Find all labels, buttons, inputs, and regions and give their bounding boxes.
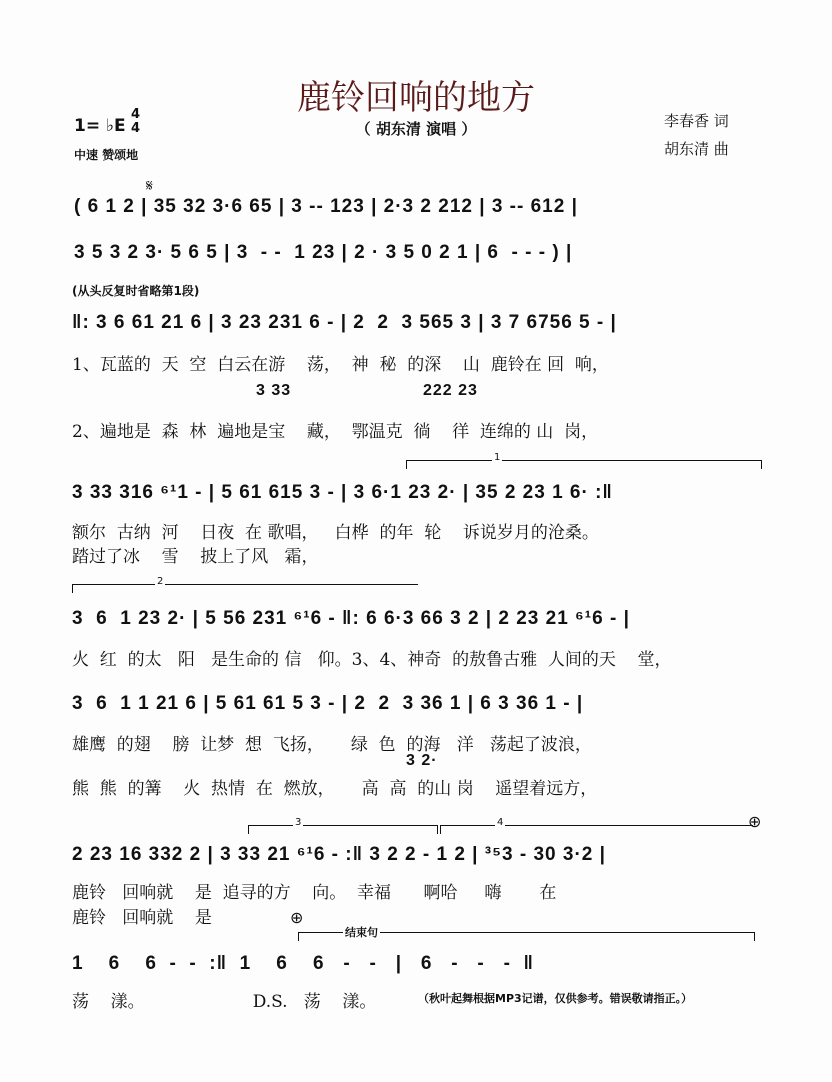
time-bottom: 4 xyxy=(131,121,141,136)
notation-row-7: 2 23 16 332 2 | 3 33 21 ⁶¹6 - :‖ 3 2 2 - 1 2 | ³⁵3 - 30 3·2 | xyxy=(72,844,606,865)
alt-notes-c: 3 2· xyxy=(406,752,438,769)
lyrics-verse-1: 1、瓦蓝的 天 空 白云在游 荡， 神 秘 的深 山 鹿铃在 回 响， xyxy=(72,355,609,375)
notation-row-3: ‖: 3 6 61 21 6 | 3 23 231 6 - | 2 2 3 565 3 | 3 7 6756 5 - | xyxy=(72,312,617,333)
volta-3 xyxy=(248,817,438,834)
lyrics-verse-2: 2、遍地是 森 林 遍地是宝 藏， 鄂温克 徜 徉 连绵的 山 岗， xyxy=(72,422,599,442)
segno-icon: 𝄋 xyxy=(146,176,153,195)
performer: （ 胡东清 演唱 ） xyxy=(355,120,477,138)
lyrics-row-8: 荡 漾。 D.S. 荡 漾。 xyxy=(72,992,377,1012)
composer: 胡东清 曲 xyxy=(664,140,729,158)
volta-1 xyxy=(406,452,762,469)
lyrics-row-4a: 额尔 古纳 河 日夜 在 歌唱， 白桦 的年 轮 诉说岁月的沧桑。 xyxy=(72,523,599,543)
song-title: 鹿铃回响的地方 xyxy=(297,78,535,118)
lyrics-row-7b: 鹿铃 回响就 是 xyxy=(72,908,212,928)
coda-icon: ⊕ xyxy=(290,908,304,927)
coda-icon: ⊕ xyxy=(748,812,762,831)
repeat-note: (从头反复时省略第1段) xyxy=(72,284,200,298)
volta-number: 4 xyxy=(497,817,504,828)
alt-notes-b: 222 23 xyxy=(423,382,478,399)
notation-row-8: 1 6 6 - - :‖ 1 6 6 - - | 6 - - - ‖ xyxy=(72,953,534,974)
footnote: （秋叶起舞根据MP3记谱，仅供参考。错误敬请指正。） xyxy=(418,992,693,1005)
notation-row-4: 3 33 316 ⁶¹1 - | 5 61 615 3 - | 3 6·1 23 2· | 35 2 23 1 6· :‖ xyxy=(72,482,613,503)
lyrics-row-6a: 雄鹰 的翅 膀 让梦 想 飞扬， 绿 色 的海 洋 荡起了波浪， xyxy=(72,735,592,755)
volta-number: 2 xyxy=(157,576,164,587)
volta-number: 3 xyxy=(295,817,302,828)
lyrics-row-4b: 踏过了冰 雪 披上了风 霜， xyxy=(72,547,319,567)
ending-bracket xyxy=(298,926,755,941)
ending-label: 结束句 xyxy=(345,926,378,939)
lyrics-row-5: 火 红 的太 阳 是生命的 信 仰。3、4、神奇 的敖鲁古雅 人间的天 堂， xyxy=(72,650,672,670)
lyricist: 李春香 词 xyxy=(664,112,729,130)
key-signature: 1= ♭E xyxy=(74,116,126,136)
alt-notes-a: 3 33 xyxy=(256,382,292,399)
notation-row-5: 3 6 1 23 2· | 5 56 231 ⁶¹6 - ‖: 6 6·3 66 3 2 | 2 23 21 ⁶¹6 - | xyxy=(72,608,630,629)
notation-row-2: 3 5 3 2 3· 5 6 5 | 3 - - 1 23 | 2 · 3 5 0 2 1 | 6 - - - ) | xyxy=(74,242,573,263)
time-top: 4 xyxy=(131,107,141,122)
volta-number: 1 xyxy=(494,452,501,463)
time-signature xyxy=(131,108,140,136)
notation-row-6: 3 6 1 1 21 6 | 5 61 61 5 3 - | 2 2 3 36 1 | 6 3 36 1 - | xyxy=(72,693,584,714)
tempo-marking: 中速 赞颂地 xyxy=(74,148,139,162)
volta-4 xyxy=(440,817,753,834)
notation-row-1: ( 6 1 2 | 35 32 3·6 65 | 3 -- 123 | 2·3 2 212 | 3 -- 612 | xyxy=(74,196,578,217)
lyrics-row-7a: 鹿铃 回响就 是 追寻的方 向。 幸福 啊哈 嗨 在 xyxy=(72,883,557,903)
lyrics-row-6b: 熊 熊 的篝 火 热情 在 燃放， 高 高 的山 岗 遥望着远方， xyxy=(72,779,598,799)
volta-2 xyxy=(72,576,418,593)
